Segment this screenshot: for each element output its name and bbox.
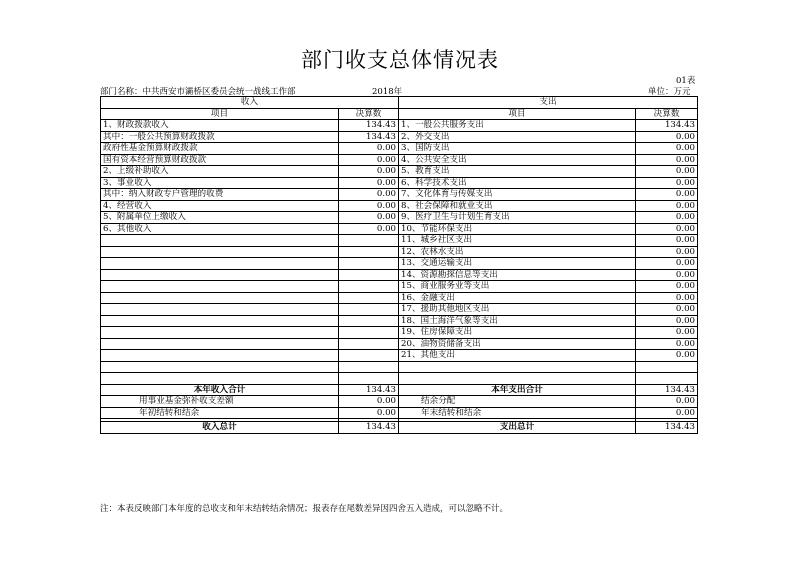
expense-item-label: 10、节能环保支出 <box>399 223 636 235</box>
table-row <box>101 269 698 281</box>
expense-item-value: 0.00 <box>636 223 698 235</box>
table-row <box>101 350 698 362</box>
income-item-value: 0.00 <box>339 177 399 189</box>
table-row <box>101 338 698 350</box>
table-row <box>101 154 698 166</box>
report-year: 2018年 <box>372 87 403 97</box>
income-item-value <box>339 350 399 362</box>
table-row <box>101 304 698 316</box>
income-item-label <box>101 361 339 373</box>
expense-item-label: 2、外交支出 <box>399 131 636 143</box>
income-item-label <box>101 350 339 362</box>
table-row <box>101 143 698 155</box>
income-item-label <box>101 373 339 385</box>
balance-gap-label: 用事业基金弥补收支差额 <box>101 396 339 408</box>
income-item-label <box>101 315 339 327</box>
income-item-value <box>339 246 399 258</box>
income-item-value <box>339 304 399 316</box>
income-item-value <box>339 281 399 293</box>
expense-item-value: 0.00 <box>636 315 698 327</box>
form-code: 01表 <box>676 76 696 86</box>
table-row <box>101 200 698 212</box>
income-item-label <box>101 304 339 316</box>
income-item-label: 4、经营收入 <box>101 200 339 212</box>
year-expense-total-label: 本年支出合计 <box>399 384 636 396</box>
income-item-value <box>339 269 399 281</box>
income-item-label <box>101 235 339 247</box>
page-title: 部门收支总体情况表 <box>301 48 499 72</box>
income-expense-table <box>100 96 698 434</box>
table-row <box>101 373 698 385</box>
expense-item-value: 0.00 <box>636 281 698 293</box>
income-item-label: 政府性基金预算财政拨款 <box>101 143 339 155</box>
income-item-value: 134.43 <box>339 131 399 143</box>
expense-item-value: 0.00 <box>636 235 698 247</box>
end-carryover-label: 年末结转和结余 <box>399 407 636 419</box>
department-name: 部门名称：中共西安市灞桥区委员会统一战线工作部 <box>100 87 296 97</box>
income-item-value <box>339 258 399 270</box>
expense-item-label: 17、援助其他地区支出 <box>399 304 636 316</box>
expense-item-label: 5、教育支出 <box>399 166 636 178</box>
income-item-value <box>339 361 399 373</box>
expense-item-label: 14、资源勘探信息等支出 <box>399 269 636 281</box>
table-row <box>101 189 698 201</box>
expense-item-label: 15、商业服务业等支出 <box>399 281 636 293</box>
income-item-value: 0.00 <box>339 189 399 201</box>
surplus-distribution-value: 0.00 <box>636 396 698 408</box>
expense-item-value: 0.00 <box>636 177 698 189</box>
income-item-label: 3、事业收入 <box>101 177 339 189</box>
begin-carryover-value: 0.00 <box>339 407 399 419</box>
year-expense-total-value: 134.43 <box>636 384 698 396</box>
income-item-value <box>339 338 399 350</box>
expense-item-value: 0.00 <box>636 166 698 178</box>
expense-item-label: 11、城乡社区支出 <box>399 235 636 247</box>
expense-grand-total-label: 支出总计 <box>399 422 636 434</box>
income-item-value: 0.00 <box>339 143 399 155</box>
expense-item-value: 0.00 <box>636 338 698 350</box>
expense-item-label <box>399 361 636 373</box>
income-item-value: 0.00 <box>339 166 399 178</box>
table-row <box>101 120 698 132</box>
year-income-total-label: 本年收入合计 <box>101 384 339 396</box>
income-item-label: 2、上级补助收入 <box>101 166 339 178</box>
expense-item-label: 19、住房保障支出 <box>399 327 636 339</box>
expense-item-value: 0.00 <box>636 143 698 155</box>
table-row <box>101 223 698 235</box>
table-row <box>101 166 698 178</box>
income-item-label <box>101 292 339 304</box>
table-row <box>101 235 698 247</box>
expense-item-header: 项目 <box>399 108 636 120</box>
expense-item-label: 12、农林水支出 <box>399 246 636 258</box>
expense-grand-total-value: 134.43 <box>636 422 698 434</box>
expense-item-label: 18、国土海洋气象等支出 <box>399 315 636 327</box>
income-item-header: 项目 <box>101 108 339 120</box>
expense-item-value: 0.00 <box>636 304 698 316</box>
expense-item-value: 0.00 <box>636 246 698 258</box>
table-row <box>101 246 698 258</box>
expense-item-label: 16、金融支出 <box>399 292 636 304</box>
income-item-label: 1、财政拨款收入 <box>101 120 339 132</box>
table-row <box>101 212 698 224</box>
income-item-label: 5、附属单位上缴收入 <box>101 212 339 224</box>
table-row <box>101 292 698 304</box>
surplus-distribution-label: 结余分配 <box>399 396 636 408</box>
income-item-value: 134.43 <box>339 120 399 132</box>
income-item-label <box>101 338 339 350</box>
expense-item-label: 8、社会保障和就业支出 <box>399 200 636 212</box>
expense-item-label: 20、油物资储备支出 <box>399 338 636 350</box>
income-item-value: 0.00 <box>339 223 399 235</box>
expense-item-value <box>636 361 698 373</box>
income-item-label: 国有资本经营预算财政拨款 <box>101 154 339 166</box>
income-item-label <box>101 281 339 293</box>
table-row <box>101 281 698 293</box>
expense-item-value: 0.00 <box>636 154 698 166</box>
expense-item-label: 9、医疗卫生与计划生育支出 <box>399 212 636 224</box>
expense-item-value: 0.00 <box>636 327 698 339</box>
income-item-value: 0.00 <box>339 212 399 224</box>
expense-amount-header: 决算数 <box>636 108 698 120</box>
income-item-value <box>339 373 399 385</box>
income-section-header: 收入 <box>101 97 399 109</box>
expense-item-value: 0.00 <box>636 350 698 362</box>
unit-label: 单位：万元 <box>648 87 691 97</box>
income-item-label <box>101 327 339 339</box>
table-row <box>101 177 698 189</box>
income-item-value <box>339 235 399 247</box>
income-item-value <box>339 327 399 339</box>
income-item-label: 其中：纳入财政专户管理的收费 <box>101 189 339 201</box>
expense-item-label: 7、文化体育与传媒支出 <box>399 189 636 201</box>
begin-carryover-label: 年初结转和结余 <box>101 407 339 419</box>
table-row <box>101 327 698 339</box>
footnote: 注：本表反映部门本年度的总收支和年末结转结余情况；报表存在尾数差异因四舍五入造成，可以忽略不计。 <box>100 504 509 514</box>
income-grand-total-value: 134.43 <box>339 422 399 434</box>
expense-item-value: 0.00 <box>636 292 698 304</box>
expense-item-label: 4、公共安全支出 <box>399 154 636 166</box>
income-item-value: 0.00 <box>339 200 399 212</box>
expense-item-value: 0.00 <box>636 212 698 224</box>
income-item-value: 0.00 <box>339 154 399 166</box>
income-item-label <box>101 258 339 270</box>
expense-item-label: 1、一般公共服务支出 <box>399 120 636 132</box>
expense-item-label: 21、其他支出 <box>399 350 636 362</box>
expense-item-label <box>399 373 636 385</box>
table-row <box>101 361 698 373</box>
table-row <box>101 131 698 143</box>
income-item-label: 6、其他收入 <box>101 223 339 235</box>
year-income-total-value: 134.43 <box>339 384 399 396</box>
income-grand-total-label: 收入总计 <box>101 422 339 434</box>
expense-item-value: 134.43 <box>636 120 698 132</box>
expense-item-value <box>636 373 698 385</box>
income-item-value <box>339 292 399 304</box>
expense-item-value: 0.00 <box>636 269 698 281</box>
expense-item-label: 13、交通运输支出 <box>399 258 636 270</box>
table-row <box>101 315 698 327</box>
expense-item-value: 0.00 <box>636 189 698 201</box>
end-carryover-value: 0.00 <box>636 407 698 419</box>
expense-item-value: 0.00 <box>636 258 698 270</box>
income-amount-header: 决算数 <box>339 108 399 120</box>
income-item-label <box>101 269 339 281</box>
expense-section-header: 支出 <box>399 97 698 109</box>
expense-item-value: 0.00 <box>636 131 698 143</box>
table-row <box>101 258 698 270</box>
expense-item-value: 0.00 <box>636 200 698 212</box>
expense-item-label: 6、科学技术支出 <box>399 177 636 189</box>
income-item-label <box>101 246 339 258</box>
income-item-label: 其中：一般公共预算财政拨款 <box>101 131 339 143</box>
expense-item-label: 3、国防支出 <box>399 143 636 155</box>
income-item-value <box>339 315 399 327</box>
balance-gap-value: 0.00 <box>339 396 399 408</box>
